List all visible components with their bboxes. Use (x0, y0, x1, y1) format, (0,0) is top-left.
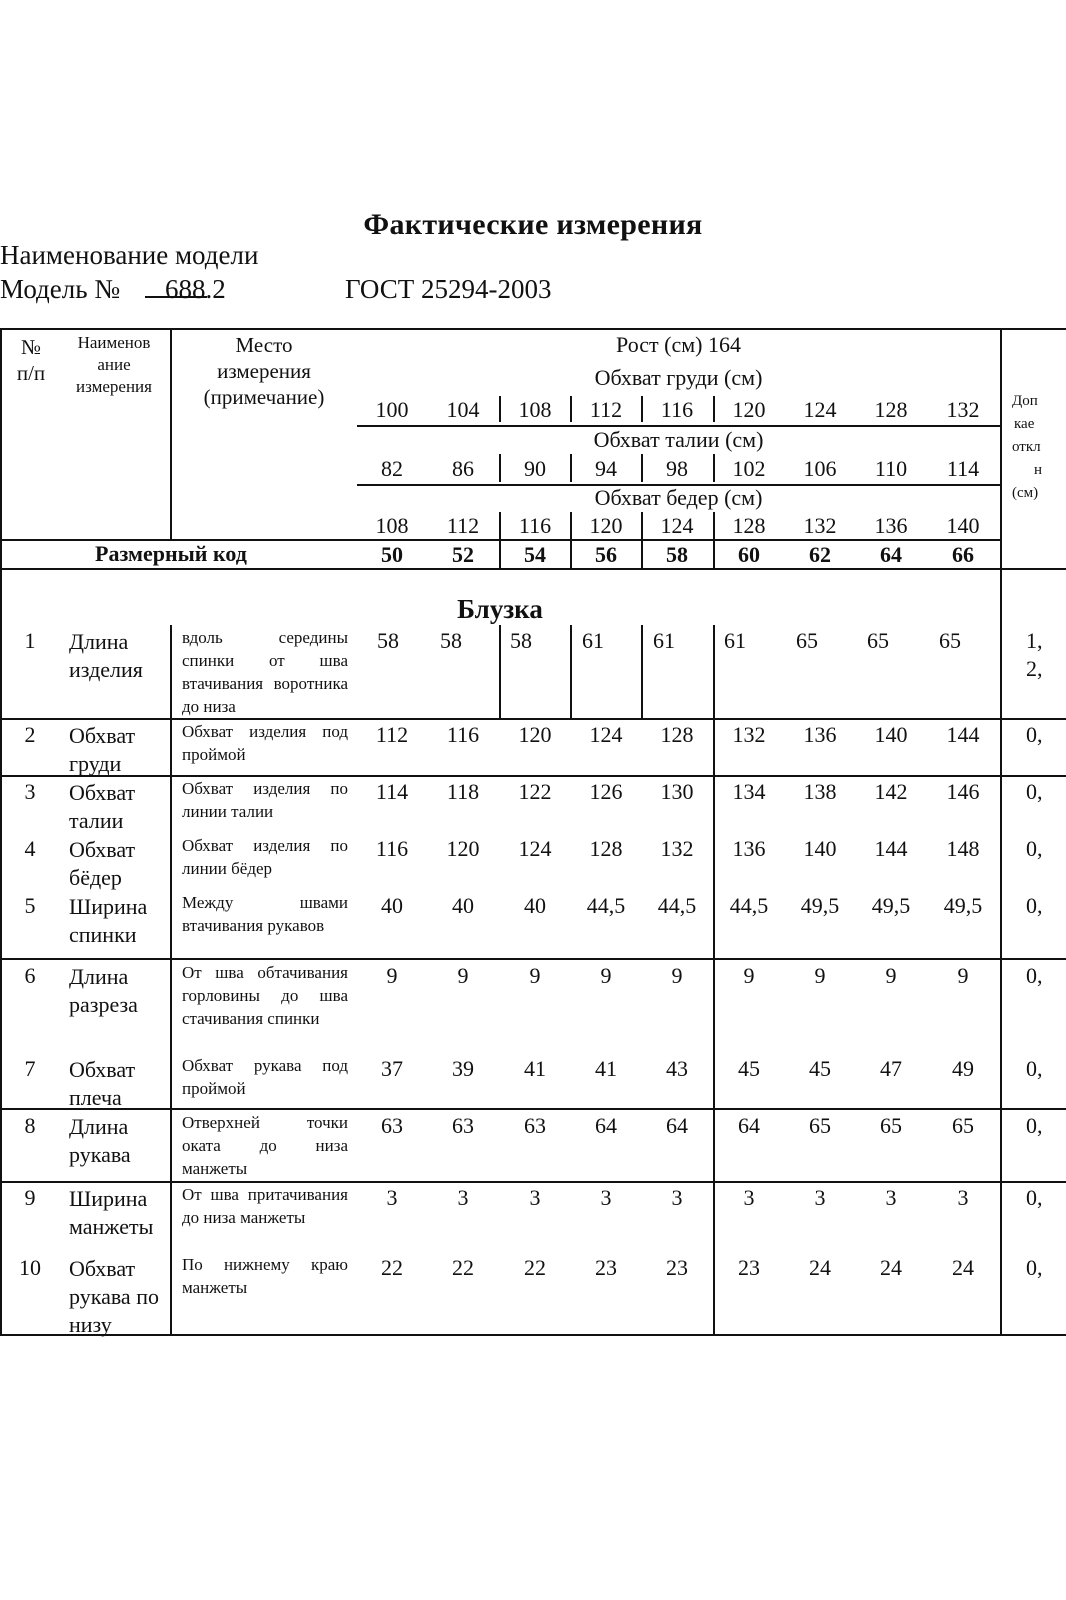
row-measurement-name: Длина рукава (69, 1114, 131, 1167)
header-col-place-line2: измерения (217, 359, 311, 383)
hips-value-6: 132 (803, 513, 837, 538)
row-value-0: 40 (381, 893, 403, 918)
header-height-label: Рост (см) 164 (616, 332, 741, 357)
waist-value-6: 106 (803, 456, 837, 481)
row-value-4: 3 (671, 1185, 683, 1210)
row-value-4: 128 (660, 722, 694, 747)
row-value-3: 126 (589, 779, 623, 804)
header-col-no-line1: № (20, 335, 42, 359)
row-measurement-place: Обхват изделия по линии бёдер (182, 836, 348, 878)
row-value-6: 136 (803, 722, 837, 747)
row-value-7: 3 (885, 1185, 897, 1210)
gost-label: ГОСТ 25294-2003 (345, 274, 552, 304)
row-value-8: 146 (946, 779, 980, 804)
row-value-7: 144 (874, 836, 908, 861)
row-value-1: 9 (457, 963, 469, 988)
hips-value-8: 140 (946, 513, 980, 538)
row-value-2: 41 (524, 1056, 546, 1081)
row-value-2: 40 (524, 893, 546, 918)
row-measurement-name: Ширина спинки (69, 894, 148, 947)
row-number: 1 (24, 628, 36, 653)
header-col-name-line2: ание (97, 355, 131, 374)
row-tolerance: 0, (1026, 963, 1043, 988)
row-value-7: 49,5 (871, 893, 911, 918)
row-value-5: 9 (743, 963, 755, 988)
row-value-6: 45 (809, 1056, 831, 1081)
row-value-2: 58 (510, 628, 532, 653)
row-tolerance: 0, (1026, 779, 1043, 804)
row-measurement-name: Длина изделия (69, 629, 143, 682)
row-measurement-name: Длина разреза (69, 964, 138, 1017)
row-value-4: 9 (671, 963, 683, 988)
row-number: 10 (19, 1255, 41, 1280)
model-number-text: 688.2 (165, 274, 226, 304)
row-value-6: 138 (803, 779, 837, 804)
row-value-2: 9 (529, 963, 541, 988)
row-number: 7 (24, 1056, 36, 1081)
tolerance-header-line4: н (1034, 462, 1043, 478)
chest-value-3: 112 (589, 397, 623, 422)
hips-value-4: 124 (660, 513, 694, 538)
row-value-1: 63 (452, 1113, 474, 1138)
row-value-0: 22 (381, 1255, 403, 1280)
row-tolerance: 0, (1026, 722, 1043, 747)
row-value-8: 49,5 (943, 893, 983, 918)
row-value-0: 37 (381, 1056, 403, 1081)
row-tolerance: 0, (1026, 1255, 1043, 1280)
row-measurement-name: Обхват груди (69, 723, 136, 776)
row-measurement-name: Ширина манжеты (69, 1186, 154, 1239)
row-value-7: 65 (867, 628, 889, 653)
row-value-3: 9 (600, 963, 612, 988)
row-number: 8 (24, 1113, 36, 1138)
row-value-7: 65 (880, 1113, 902, 1138)
header-col-name (62, 332, 166, 398)
row-value-4: 130 (660, 779, 694, 804)
row-value-6: 24 (809, 1255, 831, 1280)
row-measurement-name: Обхват бёдер (69, 837, 136, 890)
row-value-4: 43 (666, 1056, 688, 1081)
row-value-7: 142 (874, 779, 908, 804)
size-code-label: Размерный код (95, 541, 247, 566)
chest-value-1: 104 (446, 397, 480, 422)
row-value-0: 9 (386, 963, 398, 988)
row-value-3: 128 (589, 836, 623, 861)
header-hips-label: Обхват бедер (см) (594, 485, 763, 510)
hips-value-5: 128 (732, 513, 766, 538)
row-value-5: 132 (732, 722, 766, 747)
row-measurement-place: Обхват рукава под проймой (182, 1056, 348, 1098)
row-value-3: 61 (582, 628, 604, 653)
chest-value-6: 124 (803, 397, 837, 422)
tolerance-header (1012, 390, 1042, 505)
section-title: Блузка (457, 594, 543, 624)
row-number: 6 (24, 963, 36, 988)
row-value-8: 24 (952, 1255, 974, 1280)
row-value-1: 58 (440, 628, 462, 653)
row-number: 9 (24, 1185, 36, 1210)
row-tolerance: 0, (1026, 1056, 1043, 1081)
size-code-4: 58 (666, 542, 688, 567)
row-value-1: 3 (457, 1185, 469, 1210)
row-value-5: 134 (732, 779, 766, 804)
row-value-5: 23 (738, 1255, 760, 1280)
waist-value-3: 94 (595, 456, 617, 481)
header-col-no (6, 334, 56, 386)
row-value-0: 58 (377, 628, 399, 653)
row-value-4: 132 (660, 836, 694, 861)
size-code-5: 60 (738, 542, 760, 567)
row-value-6: 3 (814, 1185, 826, 1210)
row-value-1: 120 (446, 836, 480, 861)
waist-value-4: 98 (666, 456, 688, 481)
chest-value-4: 116 (660, 397, 694, 422)
size-code-0: 50 (381, 542, 403, 567)
row-number: 5 (24, 893, 36, 918)
row-measurement-place: От шва обтачивания горловины до шва стачивания спинки (182, 963, 348, 1028)
size-code-6: 62 (809, 542, 831, 567)
header-col-no-line2: п/п (16, 361, 46, 385)
row-value-0: 114 (375, 779, 409, 804)
hips-value-2: 116 (518, 513, 552, 538)
row-number: 2 (24, 722, 36, 747)
header-col-place (176, 332, 352, 410)
row-value-2: 122 (518, 779, 552, 804)
row-value-7: 24 (880, 1255, 902, 1280)
row-measurement-name: Обхват рукава по низу (69, 1256, 159, 1337)
row-value-8: 49 (952, 1056, 974, 1081)
row-value-0: 112 (375, 722, 409, 747)
row-value-2: 63 (524, 1113, 546, 1138)
model-name-label: Наименование модели (0, 240, 259, 270)
row-value-8: 65 (939, 628, 961, 653)
row-value-1: 22 (452, 1255, 474, 1280)
header-waist-label: Обхват талии (см) (593, 427, 764, 452)
waist-value-0: 82 (381, 456, 403, 481)
header-col-name-line3: измерения (76, 377, 152, 396)
tolerance-header-line3: откл (1012, 439, 1041, 455)
row-value-3: 44,5 (586, 893, 626, 918)
row-value-1: 118 (446, 779, 480, 804)
waist-value-8: 114 (946, 456, 980, 481)
chest-value-5: 120 (732, 397, 766, 422)
row-value-5: 61 (724, 628, 746, 653)
row-value-2: 22 (524, 1255, 546, 1280)
row-tolerance: 0, (1026, 893, 1043, 918)
tolerance-header-line2: кае (1014, 416, 1035, 432)
size-code-2: 54 (524, 542, 546, 567)
row-number: 3 (24, 779, 36, 804)
row-value-5: 44,5 (729, 893, 769, 918)
row-value-1: 39 (452, 1056, 474, 1081)
row-measurement-name: Обхват плеча (69, 1057, 136, 1110)
row-value-5: 64 (738, 1113, 760, 1138)
row-value-7: 140 (874, 722, 908, 747)
hips-value-1: 112 (446, 513, 480, 538)
size-code-3: 56 (595, 542, 617, 567)
row-measurement-place: От шва притачивания до низа манжеты (182, 1185, 348, 1227)
row-measurement-place: Обхват изделия по линии талии (182, 779, 348, 821)
waist-value-1: 86 (452, 456, 474, 481)
size-code-8: 66 (952, 542, 974, 567)
row-value-8: 144 (946, 722, 980, 747)
row-value-7: 47 (880, 1056, 902, 1081)
row-value-7: 9 (885, 963, 897, 988)
row-value-3: 3 (600, 1185, 612, 1210)
page-title: Фактические измерения (363, 208, 703, 241)
size-code-7: 64 (880, 542, 902, 567)
row-measurement-place: Отверхней точки оката до низа манжеты (182, 1113, 348, 1178)
row-value-5: 136 (732, 836, 766, 861)
hips-value-0: 108 (375, 513, 409, 538)
row-measurement-place: По нижнему краю манжеты (182, 1255, 348, 1297)
size-code-1: 52 (452, 542, 474, 567)
row-value-2: 120 (518, 722, 552, 747)
row-value-0: 3 (386, 1185, 398, 1210)
row-tolerance: 0, (1026, 836, 1043, 861)
row-value-6: 65 (796, 628, 818, 653)
row-value-3: 23 (595, 1255, 617, 1280)
row-value-2: 3 (529, 1185, 541, 1210)
row-value-4: 44,5 (657, 893, 697, 918)
row-tolerance: 1, (1026, 628, 1043, 653)
row-value-3: 41 (595, 1056, 617, 1081)
row-value-8: 9 (957, 963, 969, 988)
row-value-0: 63 (381, 1113, 403, 1138)
row-value-1: 116 (446, 722, 480, 747)
row-value-6: 49,5 (800, 893, 840, 918)
row-value-6: 140 (803, 836, 837, 861)
model-number (145, 274, 226, 305)
row-value-5: 3 (743, 1185, 755, 1210)
row-value-0: 116 (375, 836, 409, 861)
model-label: Модель № (0, 274, 121, 304)
row-measurement-place: вдоль середины спинки от шва втачивания воротника до низа (182, 628, 348, 716)
chest-value-7: 128 (874, 397, 908, 422)
waist-value-5: 102 (732, 456, 766, 481)
header-chest-label: Обхват груди (см) (594, 365, 763, 390)
row-value-3: 124 (589, 722, 623, 747)
row-tolerance: 0, (1026, 1185, 1043, 1210)
hips-value-7: 136 (874, 513, 908, 538)
row-value-2: 124 (518, 836, 552, 861)
row-value-4: 64 (666, 1113, 688, 1138)
waist-value-7: 110 (874, 456, 908, 481)
waist-value-2: 90 (524, 456, 546, 481)
row-measurement-place: Обхват изделия под проймой (182, 722, 348, 764)
header-col-place-line1: Место (235, 333, 293, 357)
tolerance-header-line1: Доп (1012, 393, 1038, 409)
row-value-8: 65 (952, 1113, 974, 1138)
row-value-8: 3 (957, 1185, 969, 1210)
row-tolerance: 2, (1026, 656, 1043, 681)
row-value-4: 61 (653, 628, 675, 653)
row-value-8: 148 (946, 836, 980, 861)
row-value-4: 23 (666, 1255, 688, 1280)
chest-value-8: 132 (946, 397, 980, 422)
row-value-3: 64 (595, 1113, 617, 1138)
hips-value-3: 120 (589, 513, 623, 538)
row-value-6: 9 (814, 963, 826, 988)
tolerance-header-line5: (см) (1012, 485, 1039, 501)
chest-value-0: 100 (375, 397, 409, 422)
header-col-place-line3: (примечание) (203, 385, 325, 409)
chest-value-2: 108 (518, 397, 552, 422)
header-col-name-line1: Наименов (77, 333, 151, 352)
row-tolerance: 0, (1026, 1113, 1043, 1138)
row-measurement-place: Между швами втачивания рукавов (182, 893, 348, 935)
row-value-1: 40 (452, 893, 474, 918)
row-measurement-name: Обхват талии (69, 780, 136, 833)
row-number: 4 (24, 836, 36, 861)
row-value-6: 65 (809, 1113, 831, 1138)
row-value-5: 45 (738, 1056, 760, 1081)
